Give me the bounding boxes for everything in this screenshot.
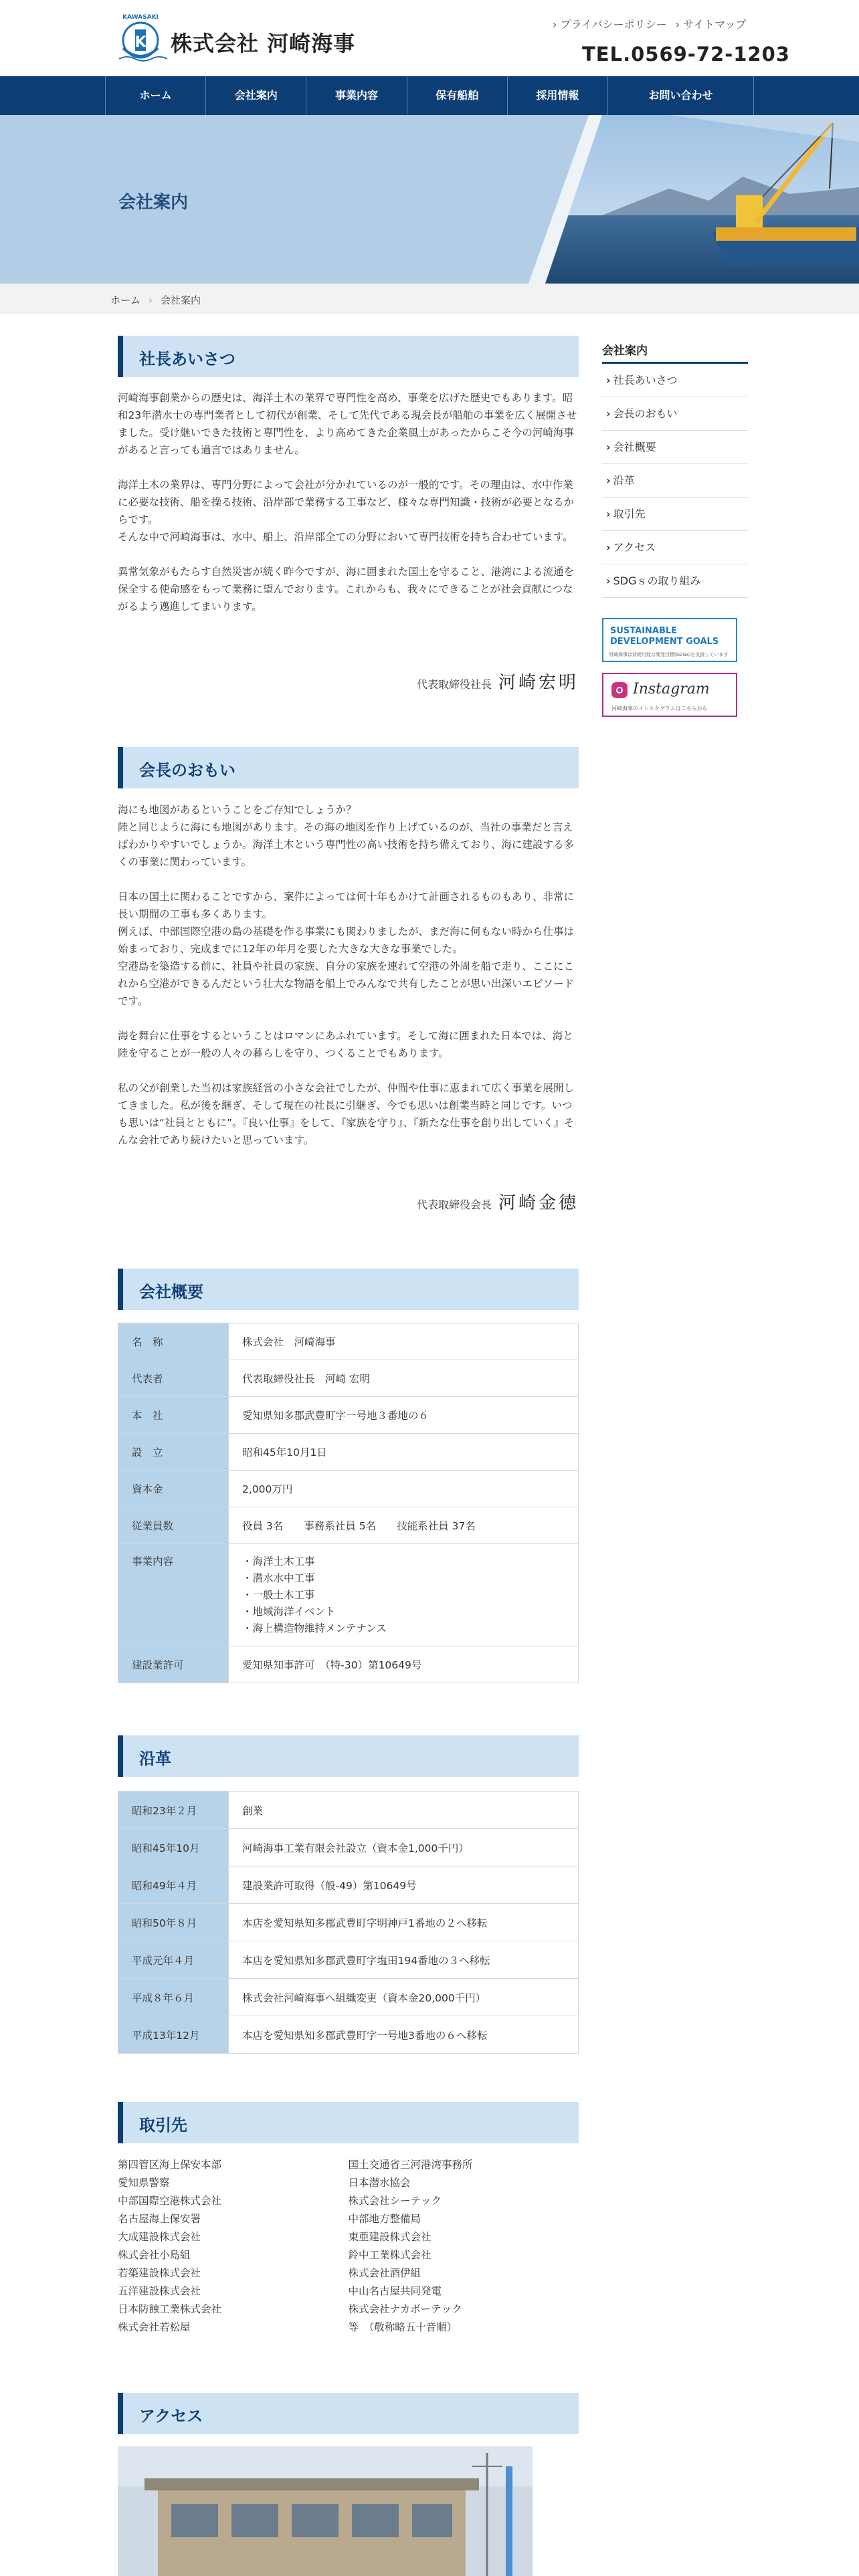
company-logo[interactable] [114, 9, 167, 64]
greeting-paragraph: 河崎海事創業からの歴史は、海洋土木の業界で専門性を高め、事業を広げた歴史でもあります。昭和23年潜水士の専門業者として初代が創業、そして先代である現会長が船舶の事業を広く展開させました。受け継いできた技術と専門性を、より高めてきた企業風土があったからこそ今の河崎海事があると言っても過言ではありません。 [118, 392, 577, 456]
breadcrumb-home[interactable]: ホーム [110, 294, 141, 306]
instagram-banner-title: Instagram [633, 681, 710, 697]
table-row: 昭和23年２月 創業 [118, 1792, 579, 1829]
list-item: 日本潜水協会 [348, 2177, 411, 2189]
svg-text:K: K [134, 34, 147, 51]
list-item: 中部国際空港株式会社 [118, 2195, 222, 2207]
company-overview-table [118, 1323, 579, 1683]
breadcrumb [0, 284, 859, 314]
sidebar-item-history[interactable]: › 沿革 [602, 464, 748, 498]
history-table [118, 1791, 579, 2054]
list-item: 五洋建設株式会社 [118, 2285, 201, 2297]
list-item: 等 （敬称略五十音順） [348, 2321, 458, 2333]
nav-recruit[interactable]: 採用情報 [508, 76, 608, 115]
phone-number[interactable]: TEL.0569-72-1203 [582, 43, 790, 66]
list-item: 国土交通省三河港湾事務所 [348, 2159, 473, 2171]
section-heading-greeting: 社長あいさつ [118, 336, 579, 377]
table-row: 昭和49年４月 建設業許可取得（般-49）第10649号 [118, 1866, 579, 1904]
chairman-body [118, 801, 581, 1166]
partners-column-right [349, 2156, 579, 2337]
page-title: 会社案内 [118, 193, 189, 213]
table-row: 名 称 株式会社 河崎海事 [118, 1323, 579, 1360]
list-item: 名古屋海上保安署 [118, 2213, 201, 2225]
chairman-paragraph: 私の父が創業した当初は家族経営の小さな会社でしたが、仲間や仕事に恵まれて広く事業を展開してきました。私が後を継ぎ、そして現在の社長に引継ぎ、今でも思いは創業当時と同じです。いつも思いは“社員とともに”。『良い仕事』をして、『家族を守り』、『新たな仕事を創り出していく』そんな会社であり続けたいと思っています。 [118, 1082, 575, 1146]
table-row: 昭和45年10月 河崎海事工業有限会社設立（資本金1,000千円） [118, 1829, 579, 1866]
chairman-paragraph: 海を舞台に仕事をするということはロマンにあふれています。そして海に囲まれた日本では、海と陸を守ることが一般の人々の暮らしを守り、つくることでもあります。 [118, 1030, 573, 1059]
nav-vessels[interactable]: 保有船舶 [407, 76, 508, 115]
chairman-paragraph: 日本の国土に関わることですから、案件によっては何十年もかけて計画されるものもあり、非常に長い期間の工事も多くあります。 例えば、中部国際空港の島の基礎を作る事業にも関わりましたが、まだ海に何もない時から仕事は始まっており、完成までに12年の年月を要した大きな大きな事業でした。 空港島を築造する前に、社員や社員の家族、自分の家族を連れて空港の外周を船で走り、ここにこれから空港ができるんだという壮大な物語を船上でみんなで共有したことが思い出深いエピソードです。 [118, 891, 575, 1007]
section-heading-partners: 取引先 [118, 2102, 579, 2143]
table-row: 平成13年12月 本店を愛知県知多郡武豊町字一号地3番地の６へ移転 [118, 2016, 579, 2054]
list-item: 株式会社ナカボーテック [348, 2303, 462, 2315]
list-item: 株式会社シーテック [348, 2195, 442, 2207]
breadcrumb-current: 会社案内 [161, 294, 201, 306]
instagram-banner-caption: 河崎海事のインスタグラムはこちらから [611, 706, 708, 712]
instagram-banner[interactable] [602, 673, 737, 717]
global-nav [0, 76, 859, 115]
nav-home[interactable]: ホーム [106, 76, 206, 115]
sidebar-item-access[interactable]: › アクセス [602, 531, 748, 564]
section-heading-chairman: 会長のおもい [118, 747, 579, 788]
list-item: 東亜建設株式会社 [348, 2231, 432, 2243]
nav-company[interactable]: 会社案内 [206, 76, 306, 115]
list-item: 中山名古屋共同発電 [348, 2285, 442, 2297]
company-name[interactable]: 株式会社 河崎海事 [171, 31, 356, 56]
list-item: 日本防蝕工業株式会社 [118, 2303, 222, 2315]
list-item: 鈴中工業株式会社 [348, 2249, 432, 2261]
logo-text: KAWASAKI [122, 14, 159, 21]
sdgs-banner-title: SUSTAINABLE DEVELOPMENT GOALS [610, 626, 719, 647]
breadcrumb-separator-icon: › [149, 294, 153, 306]
partners-list [118, 2156, 579, 2337]
table-row: 設 立 昭和45年10月1日 [118, 1434, 579, 1471]
sidebar-item-overview[interactable]: › 会社概要 [602, 431, 748, 464]
header-links [553, 16, 752, 31]
table-row: 事業内容 ・海洋土木工事 ・潜水水中工事 ・一般土木工事 ・地域海洋イベント ・海上構造物維持メンテナンス [118, 1544, 579, 1646]
table-row: 平成元年４月 本店を愛知県知多郡武豊町字塩田194番地の３へ移転 [118, 1941, 579, 1979]
table-row: 資本金 2,000万円 [118, 1471, 579, 1507]
greeting-signature: 代表取締役社長 河崎宏明 [416, 673, 579, 693]
sidebar-title: 会社案内 [602, 341, 748, 364]
chairman-paragraph: 海にも地図があるということをご存知でしょうか？ 陸と同じように海にも地図があります。その海の地図を作り上げているのが、当社の事業だと言えばわかりやすいでしょうか。海洋土木という専門性の高い技術を持ち備えており、海に建設する多くの事業に関わっています。 [118, 804, 575, 868]
sitemap-link[interactable]: › サイトマップ [675, 18, 747, 31]
chairman-signature: 代表取締役会長 河崎金徳 [416, 1193, 579, 1213]
list-item: 愛知県警察 [118, 2177, 170, 2189]
table-row: 本 社 愛知県知多郡武豊町字一号地３番地の６ [118, 1397, 579, 1434]
office-building-photo [118, 2446, 533, 2576]
page-hero [0, 115, 859, 284]
list-item: 若築建設株式会社 [118, 2267, 201, 2279]
table-row: 代表者 代表取締役社長 河崎 宏明 [118, 1360, 579, 1397]
table-row: 従業員数 役員 3名 事務系社員 5名 技能系社員 37名 [118, 1507, 579, 1544]
greeting-paragraph: 異常気象がもたらす自然災害が続く昨今ですが、海に囲まれた国土を守ること、港湾による流通を保全する使命感をもって業務に望んでおります。これからも、我々にできることが社会貢献につながるよう邁進してまいります。 [118, 566, 575, 613]
sidebar-item-partners[interactable]: › 取引先 [602, 498, 748, 531]
table-row: 平成８年６月 株式会社河崎海事へ組織変更（資本金20,000千円） [118, 1979, 579, 2016]
section-heading-access: アクセス [118, 2393, 579, 2434]
table-row: 昭和50年８月 本店を愛知県知多郡武豊町字明神戸1番地の２へ移転 [118, 1904, 579, 1941]
sdgs-banner-caption: 河崎海事は持続可能な開発目標(SDGs)を支援しています [609, 652, 729, 657]
nav-business[interactable]: 事業内容 [306, 76, 407, 115]
sidebar-item-chairman[interactable]: › 会長のおもい [602, 397, 748, 431]
list-item: 第四管区海上保安本部 [118, 2159, 222, 2171]
sidebar-item-sdgs[interactable]: › SDGｓの取り組み [602, 564, 748, 598]
list-item: 株式会社小島組 [118, 2249, 191, 2261]
instagram-icon [611, 682, 628, 698]
table-row: 建設業許可 愛知県知事許可 （特-30）第10649号 [118, 1646, 579, 1683]
section-heading-history: 沿革 [118, 1735, 579, 1777]
sidebar-item-greeting[interactable]: › 社長あいさつ [602, 364, 748, 397]
sidebar [602, 341, 748, 717]
sdgs-banner[interactable] [602, 618, 737, 662]
greeting-paragraph: 海洋土木の業界は、専門分野によって会社が分かれているのが一般的です。その理由は、水中作業に必要な技術、船を操る技術、沿岸部で業務する工事など、様々な専門知識・技術が必要となるからです。 そんな中で河崎海事は、水中、船上、沿岸部全ての分野において専門技術を持ち合わせています。 [118, 479, 575, 543]
list-item: 大成建設株式会社 [118, 2231, 201, 2243]
nav-contact[interactable]: お問い合わせ [608, 76, 754, 115]
privacy-policy-link[interactable]: › プライバシーポリシー [553, 18, 667, 31]
list-item: 株式会社若松屋 [118, 2321, 191, 2333]
list-item: 株式会社酒伊組 [348, 2267, 421, 2279]
section-heading-overview: 会社概要 [118, 1269, 579, 1310]
greeting-body [118, 389, 581, 633]
list-item: 中部地方整備局 [348, 2213, 421, 2225]
site-header [0, 0, 859, 76]
partners-column-left [118, 2156, 349, 2337]
